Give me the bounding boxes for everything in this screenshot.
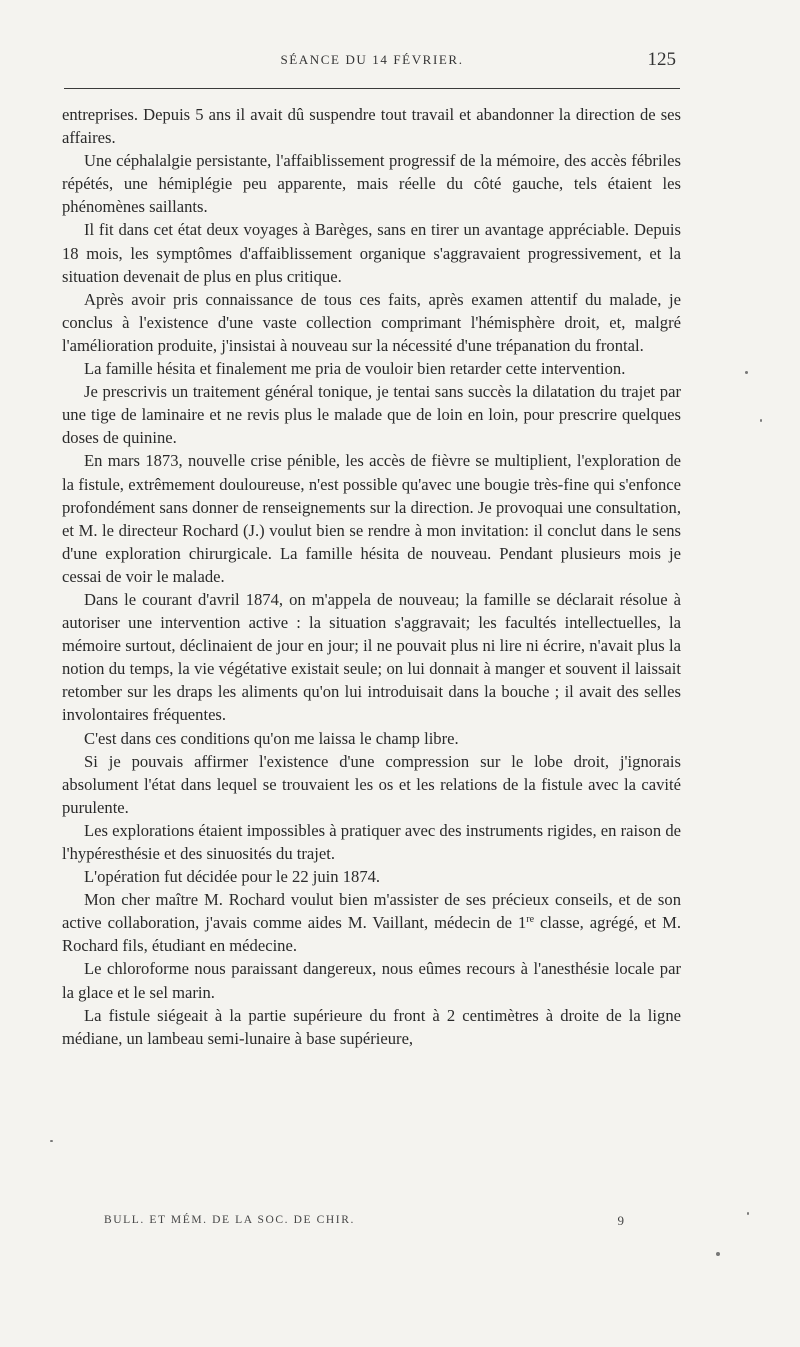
footer-journal-title: BULL. ET MÉM. DE LA SOC. DE CHIR. (104, 1214, 355, 1226)
running-title: SÉANCE DU 14 FÉVRIER. (280, 52, 464, 67)
paragraph-12: L'opération fut décidée pour le 22 juin 1874. (84, 867, 381, 887)
header-rule (64, 88, 680, 89)
page-footer (104, 1214, 654, 1234)
paragraph-5: La famille hésita et finalement me pria de vouloir bien retarder cette intervention. (84, 359, 626, 379)
paragraph-8: Dans le courant d'avril 1874, on m'appela de nouveau; la famille se déclarait résolue à autoriser une intervention active : la situation s'aggravait; les facultés intellectuelles, la mémoire surtout, déclinaient de jour en jour; il ne pouvait plus ni lire ni écrire, n'avait plus la notion du temps, la vie végétative existait seule; on lui donnait à manger et souvent il laissait retomber sur les draps les aliments qu'on lui introduisait dans la bouche ; il avait des selles involontaires fréquentes. (62, 589, 681, 725)
ink-speck (50, 1140, 53, 1142)
running-head (64, 50, 680, 74)
ordinal-superscript: re (526, 914, 535, 926)
paragraph-10: Si je pouvais affirmer l'existence d'une compression sur le lobe droit, j'ignorais absolument l'état dans lequel se trouvaient les os et les relations de la fistule avec la cavité purulente. (62, 751, 681, 817)
paragraph-1: entreprises. Depuis 5 ans il avait dû suspendre tout travail et abandonner la direction de ses affaires. (62, 105, 681, 148)
paragraph-4: Après avoir pris connaissance de tous ces faits, après examen attentif du malade, je conclus à l'existence d'une vaste collection comprimant l'hémisphère droit, et, malgré l'amélioration produite, j'insistai à nouveau sur la nécessité d'une trépanation du frontal. (62, 289, 681, 355)
paragraph-14: Le chloroforme nous paraissant dangereux, nous eûmes recours à l'anesthésie locale par la glace et le sel marin. (62, 959, 681, 1002)
ink-speck (760, 419, 762, 422)
paragraph-13-text-a: Mon cher maître M. Rochard voulut bien m'assister de ses précieux conseils, et de son active collaboration, j'avais comme aides M. Vaillant, médecin de 1 (62, 890, 681, 933)
paragraph-13-text-b: classe, agrégé, et M. Rochard fils, étudiant en médecine. (62, 913, 681, 956)
paragraph-13 (62, 888, 681, 957)
paragraph-6: Je prescrivis un traitement général tonique, je tentai sans succès la dilatation du trajet par une tige de laminaire et ne revis plus le malade que de loin en loin, pour prescrire quelques doses de quinine. (62, 382, 681, 448)
page-number: 125 (647, 49, 676, 70)
paragraph-11: Les explorations étaient impossibles à pratiquer avec des instruments rigides, en raison de l'hypéresthésie et des sinuosités du trajet. (62, 820, 681, 863)
paragraph-15: La fistule siégeait à la partie supérieure du front à 2 centimètres à droite de la ligne médiane, un lambeau semi-lunaire à base supérieure, (62, 1005, 681, 1048)
paragraph-2: Une céphalalgie persistante, l'affaiblissement progressif de la mémoire, des accès fébriles répétés, une hémiplégie peu apparente, mais réelle du côté gauche, tels étaient les phénomènes saillants. (62, 151, 681, 217)
paragraph-7: En mars 1873, nouvelle crise pénible, les accès de fièvre se multiplient, l'exploration de la fistule, extrêmement douloureuse, n'est possible qu'avec une bougie très-fine qui s'enfonce profondément sans donner de renseignements sur la direction. Je provoquai une consultation, et M. le directeur Rochard (J.) voulut bien se rendre à mon invitation: il conclut dans le sens d'une exploration chirurgicale. La famille hésita de nouveau. Pendant plusieurs mois je cessai de voir le malade. (62, 451, 681, 586)
paragraph-9: C'est dans ces conditions qu'on me laissa le champ libre. (84, 728, 459, 748)
body-text (62, 103, 681, 1050)
ink-speck (745, 371, 748, 374)
ink-speck (747, 1212, 749, 1215)
ink-speck (716, 1252, 720, 1256)
paragraph-3: Il fit dans cet état deux voyages à Barèges, sans en tirer un avantage appréciable. Depuis 18 mois, les symptômes d'affaiblissement organique s'aggravaient progressivement, et la situation devenait de plus en plus critique. (62, 220, 681, 286)
signature-mark: 9 (617, 1213, 624, 1228)
